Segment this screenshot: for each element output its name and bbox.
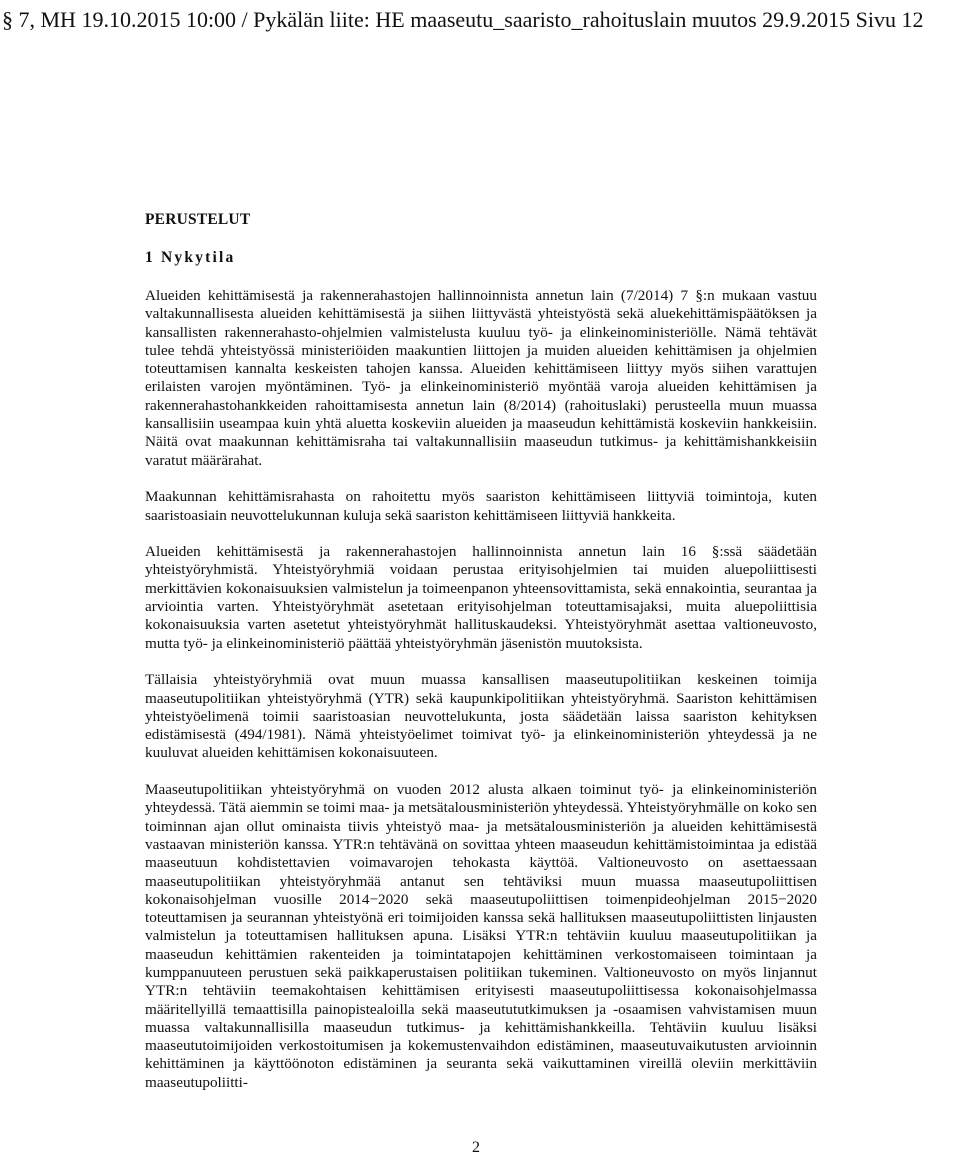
subsection-title: 1 Nykytila	[145, 249, 236, 266]
paragraph: Tällaisia yhteistyöryhmiä ovat muun muassa kansallisen maaseutupolitiikan keskeinen toimija maaseutupolitiikan yhteistyöryhmä (YTR) sekä kaupunkipolitiikan yhteistyöryhmä. Saariston kehittämisen yhteistyöelimenä toimii saaristoasian neuvottelukunta, josta säädetään laissa saariston kehityksen edistämisestä (494/1981). Nämä yhteistyöelimet toimivat työ- ja elinkeinoministeriön yhteydessä ja ne kuuluvat alueiden kehittämisen kokonaisuuteen.	[145, 671, 817, 762]
paragraph: Alueiden kehittämisestä ja rakennerahastojen hallinnoinnista annetun lain (7/2014) 7 §:n mukaan vastuu valtakunnallisesta alueiden kehittämisestä ja siihen liittyvästä yhteistyöstä sekä aluekehittämispäätöksen ja kansallisten rakennerahasto-ohjelmien valmistelusta kuuluu työ- ja elinkeinoministeriölle. Nämä tehtävät tulee tehdä yhteistyössä ministeriöiden maakuntien liittojen ja muiden alueiden kehittämisen ja ohjelmien toteuttamisen kannalta keskeisten tahojen kanssa. Alueiden kehittämiseen liittyy myös siihen varattujen erilaisten varojen myöntäminen. Työ- ja elinkeinoministeriö myöntää varoja alueiden kehittämisen ja rakennerahastohankkeiden rahoittamisesta annetun lain (8/2014) (rahoituslaki) perusteella muun muassa kansallisiin useampaa kuin yhtä aluetta koskeviin alueiden ja maaseudun kehittämistä koskeviin hankkeisiin. Näitä ovat maakunnan kehittämisraha tai valtakunnallisiin maaseudun tutkimus- ja kehittämishankkeisiin varatut määrärahat.	[145, 287, 817, 469]
paragraph: Maakunnan kehittämisrahasta on rahoitettu myös saariston kehittämiseen liittyviä toimintoja, kuten saaristoasiain neuvottelukunnan kuluja sekä saariston kehittämiseen liittyviä hankkeita.	[145, 488, 817, 524]
page-number: 2	[472, 1139, 480, 1156]
paragraph: Maaseutupolitiikan yhteistyöryhmä on vuoden 2012 alusta alkaen toiminut työ- ja elinkeinoministeriön yhteydessä. Tätä aiemmin se toimi maa- ja metsätalousministeriön yhteydessä. Yhteistyöryhmälle on koko sen toiminnan ajan ollut ominaista tiivis yhteistyö maa- ja metsätalousministeriön ja alueiden kehittämisestä vastaavan ministeriön kanssa. YTR:n tehtävänä on sovittaa yhteen maaseudun kehittämistoimintaa ja edistää maaseutuun kohdistettavien voimavarojen tehokasta käyttöä. Valtioneuvosto on asettaessaan maaseutupolitiikan yhteistyöryhmää antanut sen tehtäviksi muun muassa maaseutupoliittisen kokonaisohjelman vuosille 2014−2020 sekä maaseutupoliittisen toimenpideohjelman 2015−2020 toteuttamisen ja seurannan yhteistyönä eri toimijoiden kanssa sekä hallituksen maaseutupoliittisten linjausten valmistelun ja toteuttamisen hallituksen apuna. Lisäksi YTR:n tehtäviin kuuluu maaseutupolitiikan ja maaseudun kehittämien rakenteiden ja toimintatapojen kehittäminen verkostomaiseen toimintaan ja kumppanuuteen perustuen sekä paikkaperustaisen politiikan tukeminen. Valtioneuvosto on myös linjannut YTR:n tehtäviin teemakohtaisen kehittämisen erityisesti maaseutupoliittisessa kokonaisohjelmassa määritellyillä temaattisilla painopistealoilla sekä maaseutututkimuksen ja -osaamisen vahvistamisen muun muassa valtakunnallisilla maaseudun tutkimus- ja kehittämishankkeilla. Tehtäviin kuuluu lisäksi maaseututoimijoiden verkostoitumisen ja kokemustenvaihdon edistäminen, maaseutuvaikutusten arvioinnin kehittäminen ja käyttöönoton edistäminen ja seuranta sekä vaikuttaminen vireillä oleviin merkittäviin maaseutupoliitti-	[145, 781, 817, 1091]
body-text	[145, 287, 817, 1092]
document-header: § 7, MH 19.10.2015 10:00 / Pykälän liite: HE maaseutu_saaristo_rahoituslain muutos 29.9.2015 Sivu 12	[2, 7, 924, 32]
paragraph: Alueiden kehittämisestä ja rakennerahastojen hallinnoinnista annetun lain 16 §:ssä säädetään yhteistyöryhmistä. Yhteistyöryhmiä voidaan perustaa erityisohjelmien tai muiden aluepoliittisesti merkittävien kokonaisuuksien valmistelun ja toimeenpanon yhteensovittamista, sekä ennakointia, seurantaa ja arviointia varten. Yhteistyöryhmät asetetaan erityisohjelman toteuttamisajaksi, muita aluepoliittisia kokonaisuuksia varten asetetut yhteistyöryhmät hallituskaudeksi. Yhteistyöryhmät asettaa valtioneuvosto, mutta työ- ja elinkeinoministeriö päättää yhteistyöryhmän jäsenistön muutoksista.	[145, 543, 817, 652]
section-title: PERUSTELUT	[145, 211, 251, 228]
